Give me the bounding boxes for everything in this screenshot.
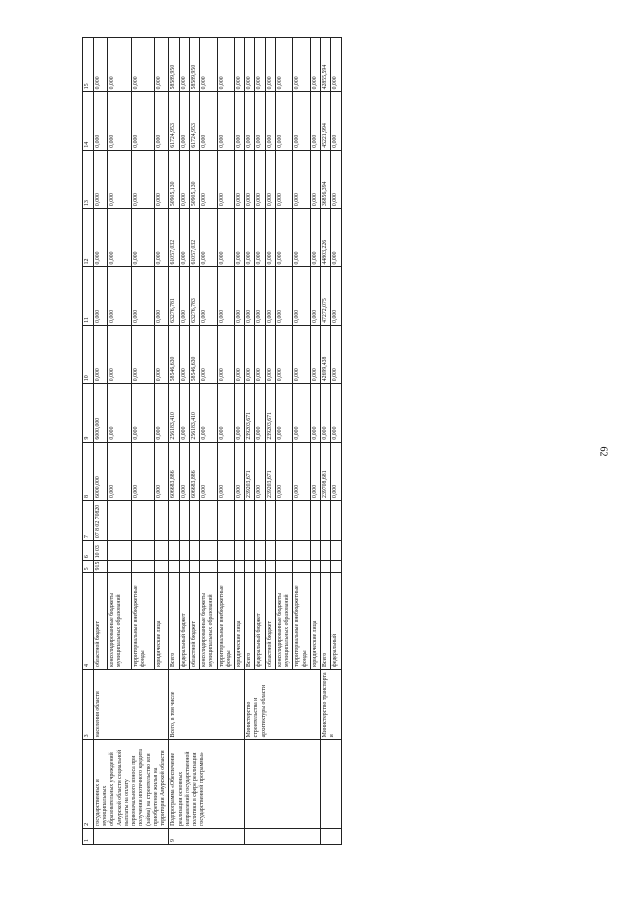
value-cell: 0,000	[265, 38, 275, 92]
table-row	[94, 38, 108, 845]
value-cell: 0,000	[245, 267, 255, 325]
value-cell: 0,000	[131, 442, 155, 500]
value-cell: 0,000	[293, 384, 310, 442]
value-cell: 0,000	[255, 92, 265, 150]
table-row	[321, 38, 331, 845]
value-cell: 0,000	[310, 150, 320, 208]
value-cell: 0,000	[107, 442, 131, 500]
funding-source-cell: Всего	[321, 573, 331, 670]
empty-code-cell	[217, 500, 234, 540]
value-cell: 0,000	[155, 38, 169, 92]
column-number-header: 15	[83, 38, 94, 92]
column-number-header: 9	[83, 384, 94, 442]
empty-code-cell	[131, 541, 155, 561]
value-cell: 0,000	[217, 38, 234, 92]
value-cell: 0,000	[265, 325, 275, 383]
empty-code-cell	[265, 561, 275, 573]
value-cell: 0,000	[275, 92, 292, 150]
value-cell: 239203,671	[245, 384, 255, 442]
value-cell: 0,000	[234, 150, 244, 208]
value-cell: 0,000	[131, 92, 155, 150]
value-cell: 0,000	[94, 150, 108, 208]
empty-code-cell	[293, 500, 310, 540]
value-cell: 44803,226	[321, 209, 331, 267]
value-cell: 0,000	[107, 267, 131, 325]
value-cell: 0,000	[179, 267, 189, 325]
value-cell: 0,000	[107, 150, 131, 208]
empty-code-cell	[245, 500, 255, 540]
value-cell: 0,000	[131, 38, 155, 92]
value-cell: 0,000	[200, 150, 217, 208]
value-cell: 47272,075	[321, 267, 331, 325]
value-cell: 0,000	[331, 150, 341, 208]
value-cell: 0,000	[131, 267, 155, 325]
value-cell: 0,000	[310, 38, 320, 92]
value-cell: 0,000	[217, 325, 234, 383]
empty-code-cell	[234, 500, 244, 540]
row-number-cell: 9	[169, 828, 245, 844]
value-cell: 6000,000	[94, 442, 108, 500]
value-cell: 0,000	[293, 325, 310, 383]
value-cell: 0,000	[275, 150, 292, 208]
empty-code-cell	[245, 541, 255, 561]
funding-source-cell: федеральный бюджет	[255, 573, 265, 670]
value-cell: 0,000	[234, 38, 244, 92]
table-row	[169, 38, 179, 845]
value-cell: 0,000	[234, 442, 244, 500]
empty-code-cell	[169, 541, 179, 561]
value-cell: 0,000	[293, 267, 310, 325]
column-number-header: 8	[83, 442, 94, 500]
value-cell: 0,000	[200, 209, 217, 267]
program-name-cell: государственных и муниципальных образовательных учреждений Амурской области социальной выплаты на оплату первоначального взноса при получении ипотечного кредита (займа) на строительство или приобретение жилья на территории Амурской области	[94, 740, 169, 829]
value-cell: 50905,130	[169, 150, 179, 208]
empty-code-cell	[293, 541, 310, 561]
value-cell: 0,000	[107, 209, 131, 267]
value-cell: 0,000	[107, 38, 131, 92]
value-cell: 0,000	[234, 384, 244, 442]
value-cell: 45221,994	[321, 92, 331, 150]
empty-code-cell	[155, 500, 169, 540]
column-number-header: 6	[83, 541, 94, 561]
value-cell: 0,000	[275, 325, 292, 383]
column-number-header: 5	[83, 561, 94, 573]
value-cell: 0,000	[245, 38, 255, 92]
empty-code-cell	[169, 500, 179, 540]
value-cell: 0,000	[94, 209, 108, 267]
empty-code-cell	[310, 541, 320, 561]
empty-code-cell	[310, 561, 320, 573]
value-cell: 0,000	[275, 384, 292, 442]
value-cell: 0,000	[179, 150, 189, 208]
value-cell: 0,000	[217, 150, 234, 208]
value-cell: 0,000	[275, 209, 292, 267]
value-cell: 0,000	[131, 325, 155, 383]
empty-code-cell	[234, 561, 244, 573]
column-number-header: 11	[83, 267, 94, 325]
funding-source-cell: Всего	[245, 573, 255, 670]
value-cell: 42855,594	[321, 38, 331, 92]
empty-code-cell	[217, 561, 234, 573]
empty-code-cell	[169, 561, 179, 573]
empty-code-cell	[255, 541, 265, 561]
value-cell: 0,000	[107, 92, 131, 150]
empty-code-cell	[200, 500, 217, 540]
value-cell: 606683,886	[189, 442, 199, 500]
value-cell: 0,000	[94, 38, 108, 92]
funding-source-cell: консолидированные бюджеты муниципальных образований	[107, 573, 131, 670]
empty-code-cell	[331, 500, 341, 540]
table-row	[245, 38, 255, 845]
empty-code-cell	[275, 541, 292, 561]
value-cell: 0,000	[200, 38, 217, 92]
funding-source-cell: территориальные внебюджетные фонды	[131, 573, 155, 670]
value-cell: 0,000	[155, 267, 169, 325]
funding-source-cell: юридические лица	[155, 573, 169, 670]
empty-code-cell	[189, 561, 199, 573]
funding-source-cell: консолидированные бюджеты муниципальных образований	[275, 573, 292, 670]
empty-code-cell	[321, 561, 331, 573]
empty-code-cell	[321, 541, 331, 561]
value-cell: 0,000	[293, 92, 310, 150]
value-cell: 0,000	[293, 442, 310, 500]
value-cell: 239203,671	[245, 442, 255, 500]
executor-cell: Министерство транспорта и	[321, 669, 341, 739]
value-cell: 0,000	[331, 325, 341, 383]
empty-code-cell	[179, 541, 189, 561]
value-cell: 63276,783	[189, 267, 199, 325]
value-cell: 0,000	[200, 384, 217, 442]
value-cell: 0,000	[217, 267, 234, 325]
value-cell: 0,000	[131, 150, 155, 208]
value-cell: 606683,886	[169, 442, 179, 500]
funding-source-cell: юридические лица	[310, 573, 320, 670]
value-cell: 0,000	[275, 267, 292, 325]
value-cell: 0,000	[200, 92, 217, 150]
value-cell: 0,000	[107, 384, 131, 442]
row-number-cell	[321, 828, 341, 844]
column-number-header: 12	[83, 209, 94, 267]
column-number-header: 7	[83, 500, 94, 540]
value-cell: 0,000	[265, 92, 275, 150]
value-cell: 50905,130	[189, 150, 199, 208]
empty-code-cell	[265, 500, 275, 540]
value-cell: 0,000	[234, 92, 244, 150]
column-number-header: 10	[83, 325, 94, 383]
value-cell: 0,000	[245, 209, 255, 267]
column-number-header: 2	[83, 740, 94, 829]
funding-source-cell: областной бюджет	[94, 573, 108, 670]
value-cell: 0,000	[255, 325, 265, 383]
value-cell: 0,000	[94, 92, 108, 150]
funding-source-cell: областной бюджет	[189, 573, 199, 670]
value-cell: 0,000	[293, 209, 310, 267]
value-cell: 58589,950	[189, 38, 199, 92]
column-number-header: 4	[83, 573, 94, 670]
value-cell: 0,000	[255, 384, 265, 442]
value-cell: 0,000	[331, 92, 341, 150]
value-cell: 0,000	[179, 384, 189, 442]
value-cell: 0,000	[293, 38, 310, 92]
value-cell: 0,000	[321, 384, 331, 442]
empty-code-cell	[265, 541, 275, 561]
value-cell: 0,000	[245, 325, 255, 383]
page-number: 62	[597, 446, 609, 457]
column-number-header: 13	[83, 150, 94, 208]
value-cell: 0,000	[255, 209, 265, 267]
value-cell: 0,000	[310, 325, 320, 383]
empty-code-cell	[131, 500, 155, 540]
value-cell: 0,000	[155, 150, 169, 208]
empty-code-cell	[255, 561, 265, 573]
value-cell: 58546,630	[169, 325, 179, 383]
value-cell: 239708,681	[321, 442, 331, 500]
value-cell: 58546,630	[189, 325, 199, 383]
value-cell: 239203,671	[265, 442, 275, 500]
empty-code-cell	[189, 541, 199, 561]
value-cell: 0,000	[234, 267, 244, 325]
funding-source-cell: территориальные внебюджетные фонды	[217, 573, 234, 670]
column-number-header: 3	[83, 669, 94, 739]
value-cell: 0,000	[331, 209, 341, 267]
value-cell: 0,000	[310, 92, 320, 150]
funding-source-cell: областной бюджет	[265, 573, 275, 670]
value-cell: 0,000	[155, 442, 169, 500]
empty-code-cell	[179, 561, 189, 573]
empty-code-cell	[217, 541, 234, 561]
value-cell: 0,000	[331, 38, 341, 92]
column-number-header: 14	[83, 92, 94, 150]
funding-source-cell: юридические лица	[234, 573, 244, 670]
row-number-cell	[94, 828, 169, 844]
section-code: 10 03	[94, 541, 108, 561]
value-cell: 0,000	[234, 325, 244, 383]
value-cell: 0,000	[255, 150, 265, 208]
value-cell: 0,000	[275, 442, 292, 500]
value-cell: 0,000	[131, 384, 155, 442]
value-cell: 0,000	[255, 38, 265, 92]
value-cell: 0,000	[155, 325, 169, 383]
value-cell: 0,000	[200, 442, 217, 500]
empty-code-cell	[331, 541, 341, 561]
value-cell: 0,000	[179, 92, 189, 150]
program-name-cell	[245, 740, 321, 829]
value-cell: 0,000	[155, 209, 169, 267]
value-cell: 0,000	[179, 325, 189, 383]
empty-code-cell	[107, 561, 131, 573]
funding-source-cell: федеральный	[331, 573, 341, 670]
value-cell: 0,000	[107, 325, 131, 383]
value-cell: 0,000	[245, 92, 255, 150]
value-cell: 0,000	[310, 442, 320, 500]
value-cell: 61724,953	[189, 92, 199, 150]
value-cell: 0,000	[265, 150, 275, 208]
value-cell: 0,000	[217, 209, 234, 267]
value-cell: 0,000	[131, 209, 155, 267]
empty-code-cell	[189, 500, 199, 540]
value-cell: 61724,953	[169, 92, 179, 150]
header-row	[83, 38, 94, 845]
executor-cell: населения области	[94, 669, 169, 739]
row-number-cell	[245, 828, 321, 844]
value-cell: 0,000	[217, 442, 234, 500]
empty-code-cell	[155, 561, 169, 573]
empty-code-cell	[255, 500, 265, 540]
executor-cell: Всего, в том числе	[169, 669, 245, 739]
value-cell: 0,000	[217, 384, 234, 442]
value-cell: 63276,781	[169, 267, 179, 325]
funding-source-cell: Всего	[169, 573, 179, 670]
empty-code-cell	[275, 561, 292, 573]
program-name-cell: Подпрограмма «Обеспечение реализации основных направлений государственной политики в сфере реализации государственной программы»	[169, 740, 245, 829]
value-cell: 0,000	[94, 325, 108, 383]
grbs-code: 915	[94, 561, 108, 573]
value-cell: 0,000	[331, 442, 341, 500]
value-cell: 0,000	[265, 209, 275, 267]
empty-code-cell	[310, 500, 320, 540]
value-cell: 36856,394	[321, 150, 331, 208]
empty-code-cell	[200, 561, 217, 573]
value-cell: 0,000	[94, 267, 108, 325]
empty-code-cell	[200, 541, 217, 561]
value-cell: 0,000	[331, 267, 341, 325]
value-cell: 256183,410	[189, 384, 199, 442]
value-cell: 0,000	[179, 442, 189, 500]
empty-code-cell	[321, 500, 331, 540]
value-cell: 6000,000	[94, 384, 108, 442]
value-cell: 0,000	[155, 92, 169, 150]
empty-code-cell	[234, 541, 244, 561]
value-cell: 0,000	[331, 384, 341, 442]
value-cell: 0,000	[310, 267, 320, 325]
executor-cell: Министерство строительства и архитектуры области	[245, 669, 321, 739]
funding-source-cell: федеральный бюджет	[179, 573, 189, 670]
value-cell: 0,000	[293, 150, 310, 208]
value-cell: 0,000	[245, 150, 255, 208]
value-cell: 0,000	[179, 38, 189, 92]
funding-source-cell: консолидированные бюджеты муниципальных образований	[200, 573, 217, 670]
empty-code-cell	[155, 541, 169, 561]
target-code: 07 8 02 70820	[94, 500, 108, 540]
value-cell: 0,000	[179, 209, 189, 267]
budget-table	[82, 37, 342, 845]
empty-code-cell	[107, 541, 131, 561]
empty-code-cell	[107, 500, 131, 540]
value-cell: 58589,950	[169, 38, 179, 92]
empty-code-cell	[245, 561, 255, 573]
value-cell: 0,000	[275, 38, 292, 92]
value-cell: 42699,438	[321, 325, 331, 383]
value-cell: 0,000	[200, 267, 217, 325]
value-cell: 0,000	[255, 442, 265, 500]
value-cell: 0,000	[265, 267, 275, 325]
empty-code-cell	[131, 561, 155, 573]
program-name-cell	[321, 740, 341, 829]
value-cell: 0,000	[234, 209, 244, 267]
empty-code-cell	[179, 500, 189, 540]
column-number-header: 1	[83, 828, 94, 844]
empty-code-cell	[331, 561, 341, 573]
value-cell: 0,000	[155, 384, 169, 442]
value-cell: 239203,671	[265, 384, 275, 442]
value-cell: 0,000	[217, 92, 234, 150]
value-cell: 256183,410	[169, 384, 179, 442]
empty-code-cell	[293, 561, 310, 573]
value-cell: 0,000	[200, 325, 217, 383]
value-cell: 0,000	[255, 267, 265, 325]
value-cell: 0,000	[310, 209, 320, 267]
value-cell: 61057,032	[169, 209, 179, 267]
empty-code-cell	[275, 500, 292, 540]
funding-source-cell: территориальные внебюджетные фонды	[293, 573, 310, 670]
value-cell: 61057,032	[189, 209, 199, 267]
rotated-table-area	[82, 37, 624, 845]
value-cell: 0,000	[310, 384, 320, 442]
